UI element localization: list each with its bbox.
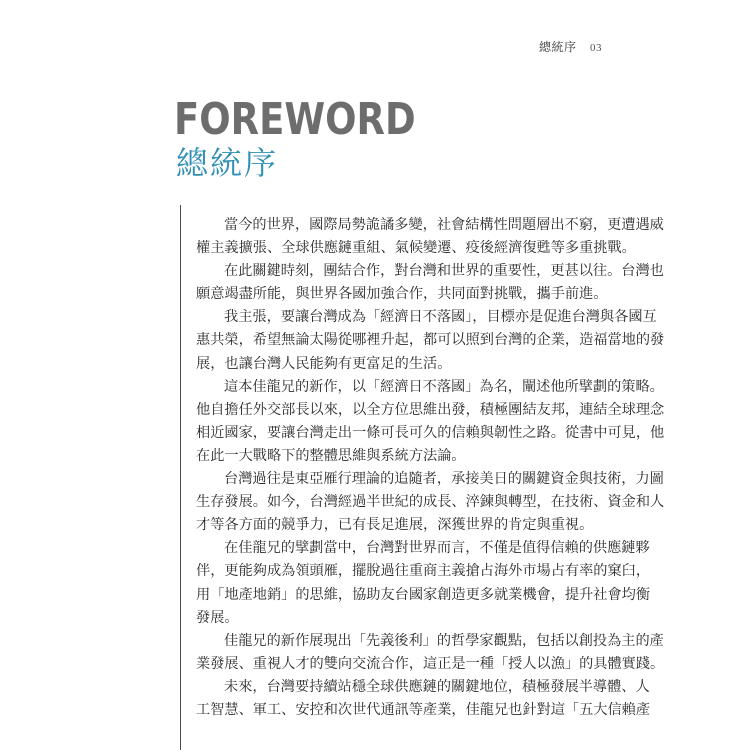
- paragraph-line: 工智慧、軍工、安控和次世代通訊等產業，佳龍兄也針對這「五大信賴產: [196, 701, 651, 718]
- paragraph: [196, 260, 664, 306]
- paragraph-line: 展，也讓台灣人民能夠有更富足的生活。: [196, 355, 452, 372]
- paragraph: [196, 676, 651, 722]
- paragraph-line: 佳龍兄的新作展現出「先義後利」的哲學家觀點，包括以創投為主的產: [224, 632, 664, 649]
- paragraph-line: 相近國家，要讓台灣走出一條可長可久的信賴與韌性之路。從書中可見，他: [196, 424, 665, 441]
- paragraph: [196, 214, 664, 260]
- vertical-rule: [180, 205, 181, 750]
- title-english: FOREWORD: [174, 94, 416, 145]
- paragraph-line: 在佳龍兄的擘劃當中，台灣對世界而言，不僅是值得信賴的供應鏈夥: [224, 540, 650, 557]
- body-text: [196, 214, 665, 722]
- paragraph-line: 在此一大戰略下的整體思維與系統方法論。: [196, 447, 466, 464]
- paragraph-line: 台灣過往是東亞雁行理論的追隨者，承接美日的關鍵資金與技術，力圖: [224, 471, 664, 488]
- paragraph-line: 在此關鍵時刻，團結合作，對台灣和世界的重要性，更甚以往。台灣也: [224, 263, 664, 280]
- paragraph: [196, 376, 665, 468]
- paragraph-line: 業發展、重視人才的雙向交流合作，這正是一種「授人以漁」的具體實踐。: [196, 655, 665, 672]
- paragraph-line: 用「地產地銷」的思維，協助友台國家創造更多就業機會，提升社會均衡: [196, 586, 651, 603]
- paragraph: [196, 537, 651, 629]
- header-section-title: 總統序: [538, 40, 577, 54]
- paragraph-line: 惠共榮，希望無論太陽從哪裡升起，都可以照到台灣的企業，造福當地的發: [196, 332, 665, 349]
- paragraph-line: 才等各方面的競爭力，已有長足進展，深獲世界的肯定與重視。: [196, 517, 594, 534]
- paragraph-line: 願意竭盡所能，與世界各國加強合作，共同面對挑戰，攜手前進。: [196, 286, 608, 303]
- paragraph-line: 當今的世界，國際局勢詭譎多變，社會結構性問題層出不窮，更遭遇威: [224, 217, 664, 233]
- paragraph-line: 發展。: [196, 609, 239, 626]
- paragraph: [196, 306, 665, 375]
- running-header: [539, 38, 602, 55]
- paragraph: [196, 468, 665, 537]
- paragraph-line: 這本佳龍兄的新作，以「經濟日不落國」為名，闡述他所擘劃的策略。: [224, 378, 664, 395]
- paragraph-line: 未來，台灣要持續站穩全球供應鏈的關鍵地位，積極發展半導體、人: [224, 678, 650, 695]
- paragraph-line: 我主張，要讓台灣成為「經濟日不落國」，目標亦是促進台灣與各國互: [224, 309, 657, 326]
- paragraph-line: 伴，更能夠成為領頭雁，擺脫過往重商主義搶占海外市場占有率的窠臼，: [196, 563, 651, 580]
- title-chinese: 總統序: [176, 144, 279, 182]
- paragraph-line: 生存發展。如今，台灣經過半世紀的成長、淬鍊與轉型，在技術、資金和人: [196, 494, 665, 511]
- paragraph: [196, 630, 665, 676]
- page-number: 03: [590, 42, 602, 54]
- paragraph-line: 他自擔任外交部長以來，以全方位思維出發，積極團結友邦，連結全球理念: [196, 401, 665, 418]
- paragraph-line: 權主義擴張、全球供應鏈重組、氣候變遷、疫後經濟復甦等多重挑戰。: [196, 240, 636, 257]
